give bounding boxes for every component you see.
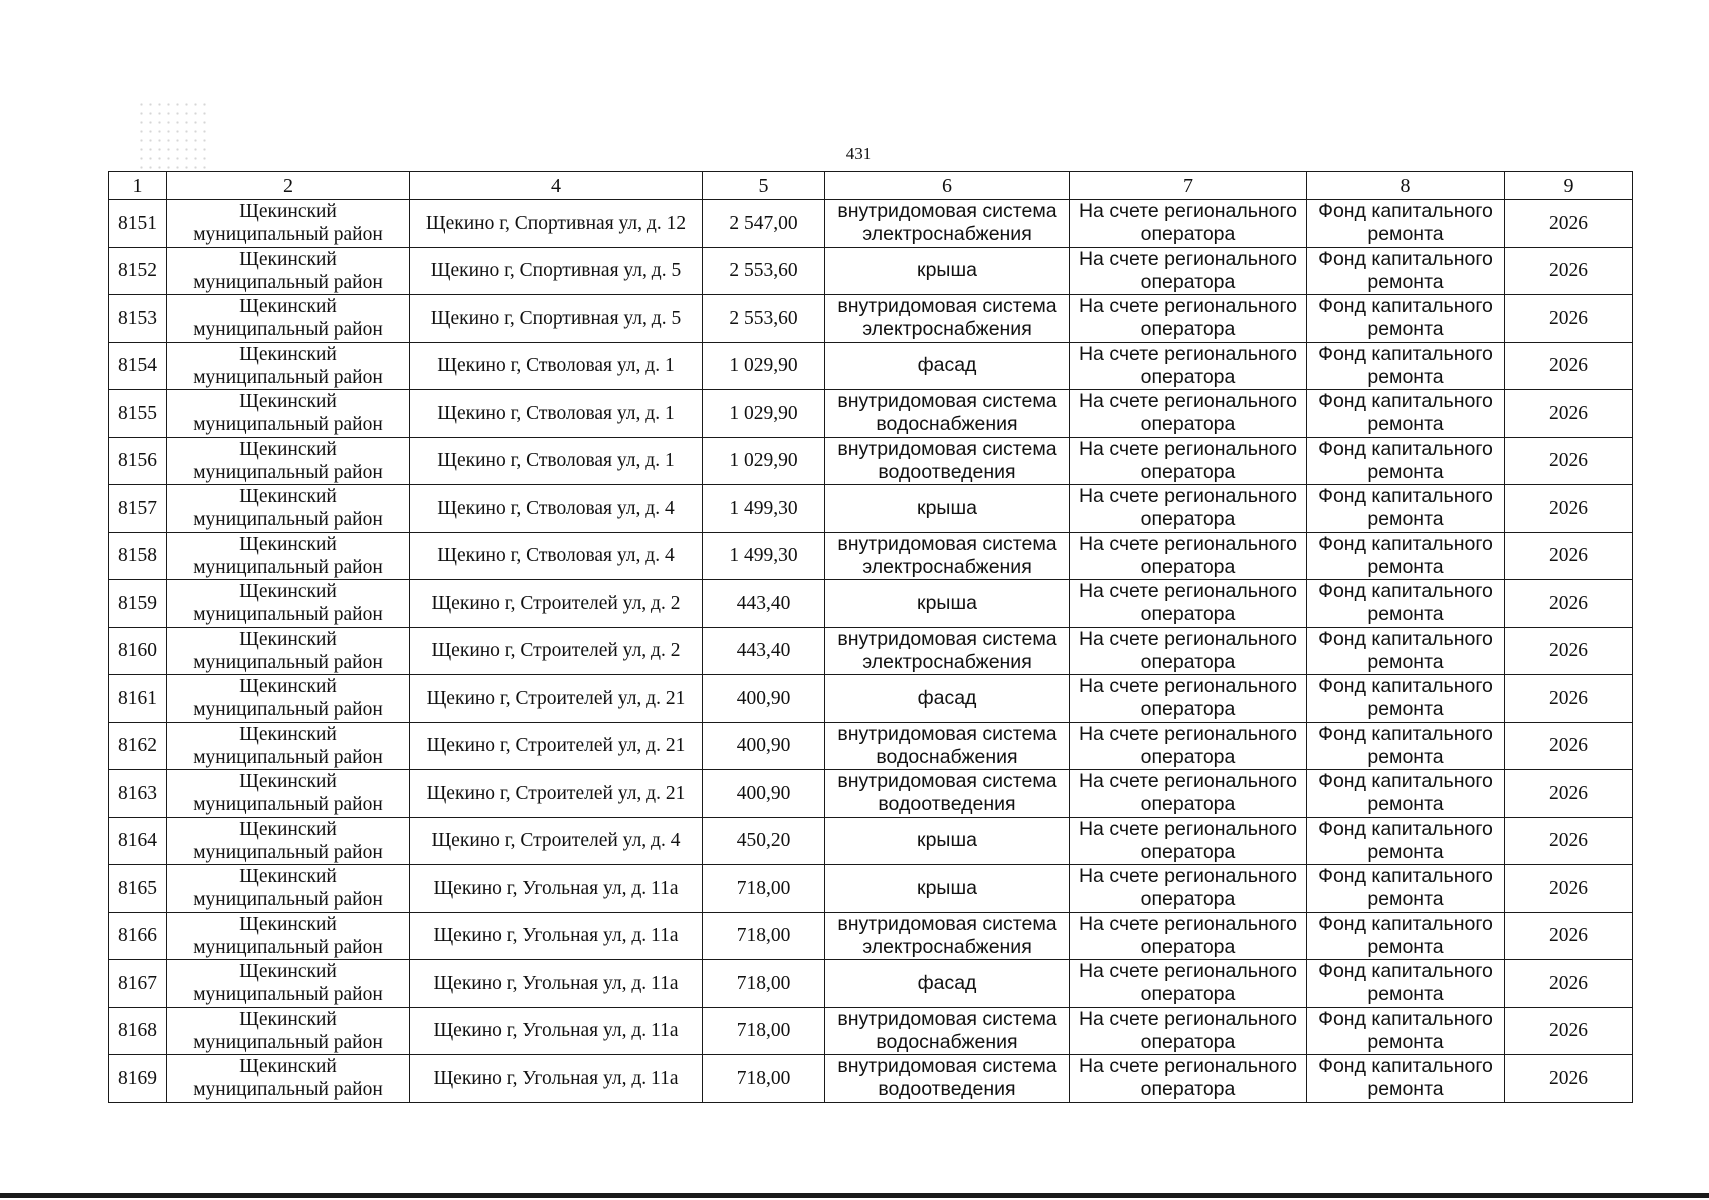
account-cell: На счете регионального оператора <box>1070 722 1307 770</box>
table-row <box>109 770 1633 818</box>
row-number: 8161 <box>109 675 167 723</box>
account-cell: На счете регионального оператора <box>1070 437 1307 485</box>
row-number: 8159 <box>109 580 167 628</box>
year-cell: 2026 <box>1505 1007 1633 1055</box>
work-type-cell: крыша <box>825 865 1070 913</box>
row-number: 8162 <box>109 722 167 770</box>
funding-source-cell: Фонд капитального ремонта <box>1307 1055 1505 1103</box>
bottom-rule <box>0 1193 1709 1198</box>
row-number: 8164 <box>109 817 167 865</box>
funding-source-cell: Фонд капитального ремонта <box>1307 580 1505 628</box>
work-type-cell: крыша <box>825 817 1070 865</box>
area-cell: 400,90 <box>703 722 825 770</box>
funding-source-cell: Фонд капитального ремонта <box>1307 437 1505 485</box>
row-number: 8152 <box>109 247 167 295</box>
address-cell: Щекино г, Угольная ул, д. 11а <box>410 1007 703 1055</box>
year-cell: 2026 <box>1505 912 1633 960</box>
column-header: 1 <box>109 172 167 200</box>
municipality-cell: Щекинский муниципальный район <box>167 960 410 1008</box>
municipality-cell: Щекинский муниципальный район <box>167 675 410 723</box>
address-cell: Щекино г, Строителей ул, д. 2 <box>410 627 703 675</box>
table-row <box>109 200 1633 248</box>
account-cell: На счете регионального оператора <box>1070 675 1307 723</box>
funding-source-cell: Фонд капитального ремонта <box>1307 627 1505 675</box>
municipality-cell: Щекинский муниципальный район <box>167 532 410 580</box>
work-type-cell: фасад <box>825 675 1070 723</box>
area-cell: 2 553,60 <box>703 247 825 295</box>
year-cell: 2026 <box>1505 390 1633 438</box>
row-number: 8168 <box>109 1007 167 1055</box>
table-header <box>109 172 1633 200</box>
work-type-cell: внутридомовая система водоснабжения <box>825 1007 1070 1055</box>
funding-source-cell: Фонд капитального ремонта <box>1307 342 1505 390</box>
funding-source-cell: Фонд капитального ремонта <box>1307 532 1505 580</box>
page-number: 431 <box>845 144 872 163</box>
table-row <box>109 342 1633 390</box>
column-header: 5 <box>703 172 825 200</box>
funding-source-cell: Фонд капитального ремонта <box>1307 960 1505 1008</box>
funding-source-cell: Фонд капитального ремонта <box>1307 675 1505 723</box>
table-row <box>109 960 1633 1008</box>
funding-source-cell: Фонд капитального ремонта <box>1307 912 1505 960</box>
area-cell: 718,00 <box>703 1007 825 1055</box>
account-cell: На счете регионального оператора <box>1070 532 1307 580</box>
row-number: 8160 <box>109 627 167 675</box>
account-cell: На счете регионального оператора <box>1070 912 1307 960</box>
funding-source-cell: Фонд капитального ремонта <box>1307 247 1505 295</box>
work-type-cell: внутридомовая система водоотведения <box>825 437 1070 485</box>
municipality-cell: Щекинский муниципальный район <box>167 437 410 485</box>
funding-source-cell: Фонд капитального ремонта <box>1307 817 1505 865</box>
account-cell: На счете регионального оператора <box>1070 247 1307 295</box>
municipality-cell: Щекинский муниципальный район <box>167 247 410 295</box>
table-row <box>109 865 1633 913</box>
table-row <box>109 1055 1633 1103</box>
account-cell: На счете регионального оператора <box>1070 580 1307 628</box>
year-cell: 2026 <box>1505 865 1633 913</box>
table-row <box>109 247 1633 295</box>
address-cell: Щекино г, Угольная ул, д. 11а <box>410 865 703 913</box>
funding-source-cell: Фонд капитального ремонта <box>1307 1007 1505 1055</box>
area-cell: 718,00 <box>703 865 825 913</box>
municipality-cell: Щекинский муниципальный район <box>167 295 410 343</box>
address-cell: Щекино г, Спортивная ул, д. 5 <box>410 247 703 295</box>
funding-source-cell: Фонд капитального ремонта <box>1307 485 1505 533</box>
account-cell: На счете регионального оператора <box>1070 342 1307 390</box>
work-type-cell: внутридомовая система электроснабжения <box>825 627 1070 675</box>
area-cell: 718,00 <box>703 1055 825 1103</box>
municipality-cell: Щекинский муниципальный район <box>167 722 410 770</box>
year-cell: 2026 <box>1505 200 1633 248</box>
year-cell: 2026 <box>1505 532 1633 580</box>
funding-source-cell: Фонд капитального ремонта <box>1307 295 1505 343</box>
account-cell: На счете регионального оператора <box>1070 627 1307 675</box>
row-number: 8154 <box>109 342 167 390</box>
work-type-cell: внутридомовая система водоснабжения <box>825 722 1070 770</box>
area-cell: 1 499,30 <box>703 532 825 580</box>
row-number: 8165 <box>109 865 167 913</box>
municipality-cell: Щекинский муниципальный район <box>167 1055 410 1103</box>
row-number: 8158 <box>109 532 167 580</box>
header-row <box>109 172 1633 200</box>
year-cell: 2026 <box>1505 960 1633 1008</box>
municipality-cell: Щекинский муниципальный район <box>167 485 410 533</box>
account-cell: На счете регионального оператора <box>1070 200 1307 248</box>
municipality-cell: Щекинский муниципальный район <box>167 390 410 438</box>
area-cell: 1 029,90 <box>703 437 825 485</box>
account-cell: На счете регионального оператора <box>1070 960 1307 1008</box>
area-cell: 2 547,00 <box>703 200 825 248</box>
work-type-cell: внутридомовая система электроснабжения <box>825 295 1070 343</box>
municipality-cell: Щекинский муниципальный район <box>167 580 410 628</box>
registry-table <box>108 171 1633 1103</box>
row-number: 8156 <box>109 437 167 485</box>
area-cell: 443,40 <box>703 580 825 628</box>
column-header: 2 <box>167 172 410 200</box>
address-cell: Щекино г, Угольная ул, д. 11а <box>410 912 703 960</box>
address-cell: Щекино г, Угольная ул, д. 11а <box>410 1055 703 1103</box>
funding-source-cell: Фонд капитального ремонта <box>1307 865 1505 913</box>
work-type-cell: внутридомовая система водоотведения <box>825 1055 1070 1103</box>
area-cell: 450,20 <box>703 817 825 865</box>
column-header: 8 <box>1307 172 1505 200</box>
area-cell: 443,40 <box>703 627 825 675</box>
year-cell: 2026 <box>1505 295 1633 343</box>
area-cell: 400,90 <box>703 770 825 818</box>
table-row <box>109 390 1633 438</box>
row-number: 8169 <box>109 1055 167 1103</box>
row-number: 8155 <box>109 390 167 438</box>
year-cell: 2026 <box>1505 247 1633 295</box>
address-cell: Щекино г, Стволовая ул, д. 1 <box>410 342 703 390</box>
work-type-cell: внутридомовая система электроснабжения <box>825 200 1070 248</box>
address-cell: Щекино г, Строителей ул, д. 2 <box>410 580 703 628</box>
year-cell: 2026 <box>1505 722 1633 770</box>
address-cell: Щекино г, Стволовая ул, д. 4 <box>410 485 703 533</box>
account-cell: На счете регионального оператора <box>1070 390 1307 438</box>
address-cell: Щекино г, Стволовая ул, д. 1 <box>410 390 703 438</box>
address-cell: Щекино г, Спортивная ул, д. 12 <box>410 200 703 248</box>
work-type-cell: внутридомовая система электроснабжения <box>825 532 1070 580</box>
municipality-cell: Щекинский муниципальный район <box>167 770 410 818</box>
table-body <box>109 200 1633 1103</box>
funding-source-cell: Фонд капитального ремонта <box>1307 722 1505 770</box>
funding-source-cell: Фонд капитального ремонта <box>1307 770 1505 818</box>
municipality-cell: Щекинский муниципальный район <box>167 817 410 865</box>
year-cell: 2026 <box>1505 675 1633 723</box>
year-cell: 2026 <box>1505 817 1633 865</box>
funding-source-cell: Фонд капитального ремонта <box>1307 390 1505 438</box>
work-type-cell: внутридомовая система водоснабжения <box>825 390 1070 438</box>
column-header: 7 <box>1070 172 1307 200</box>
year-cell: 2026 <box>1505 342 1633 390</box>
table-row <box>109 627 1633 675</box>
work-type-cell: крыша <box>825 485 1070 533</box>
table-row <box>109 675 1633 723</box>
municipality-cell: Щекинский муниципальный район <box>167 200 410 248</box>
work-type-cell: внутридомовая система электроснабжения <box>825 912 1070 960</box>
work-type-cell: внутридомовая система водоотведения <box>825 770 1070 818</box>
column-header: 4 <box>410 172 703 200</box>
address-cell: Щекино г, Строителей ул, д. 21 <box>410 675 703 723</box>
municipality-cell: Щекинский муниципальный район <box>167 865 410 913</box>
municipality-cell: Щекинский муниципальный район <box>167 342 410 390</box>
area-cell: 1 499,30 <box>703 485 825 533</box>
year-cell: 2026 <box>1505 580 1633 628</box>
area-cell: 2 553,60 <box>703 295 825 343</box>
address-cell: Щекино г, Стволовая ул, д. 1 <box>410 437 703 485</box>
address-cell: Щекино г, Спортивная ул, д. 5 <box>410 295 703 343</box>
address-cell: Щекино г, Строителей ул, д. 4 <box>410 817 703 865</box>
table-row <box>109 437 1633 485</box>
row-number: 8166 <box>109 912 167 960</box>
table-row <box>109 532 1633 580</box>
table-row <box>109 295 1633 343</box>
funding-source-cell: Фонд капитального ремонта <box>1307 200 1505 248</box>
year-cell: 2026 <box>1505 770 1633 818</box>
work-type-cell: крыша <box>825 580 1070 628</box>
table-row <box>109 580 1633 628</box>
year-cell: 2026 <box>1505 627 1633 675</box>
area-cell: 718,00 <box>703 912 825 960</box>
address-cell: Щекино г, Стволовая ул, д. 4 <box>410 532 703 580</box>
table-row <box>109 485 1633 533</box>
column-header: 9 <box>1505 172 1633 200</box>
municipality-cell: Щекинский муниципальный район <box>167 912 410 960</box>
area-cell: 718,00 <box>703 960 825 1008</box>
account-cell: На счете регионального оператора <box>1070 485 1307 533</box>
row-number: 8151 <box>109 200 167 248</box>
area-cell: 1 029,90 <box>703 390 825 438</box>
municipality-cell: Щекинский муниципальный район <box>167 1007 410 1055</box>
work-type-cell: фасад <box>825 342 1070 390</box>
account-cell: На счете регионального оператора <box>1070 865 1307 913</box>
account-cell: На счете регионального оператора <box>1070 1055 1307 1103</box>
table-row <box>109 817 1633 865</box>
year-cell: 2026 <box>1505 437 1633 485</box>
work-type-cell: фасад <box>825 960 1070 1008</box>
work-type-cell: крыша <box>825 247 1070 295</box>
municipality-cell: Щекинский муниципальный район <box>167 627 410 675</box>
account-cell: На счете регионального оператора <box>1070 770 1307 818</box>
account-cell: На счете регионального оператора <box>1070 817 1307 865</box>
table-row <box>109 722 1633 770</box>
account-cell: На счете регионального оператора <box>1070 295 1307 343</box>
table-row <box>109 912 1633 960</box>
column-header: 6 <box>825 172 1070 200</box>
row-number: 8157 <box>109 485 167 533</box>
address-cell: Щекино г, Строителей ул, д. 21 <box>410 770 703 818</box>
table-row <box>109 1007 1633 1055</box>
year-cell: 2026 <box>1505 1055 1633 1103</box>
year-cell: 2026 <box>1505 485 1633 533</box>
row-number: 8167 <box>109 960 167 1008</box>
address-cell: Щекино г, Строителей ул, д. 21 <box>410 722 703 770</box>
address-cell: Щекино г, Угольная ул, д. 11а <box>410 960 703 1008</box>
area-cell: 1 029,90 <box>703 342 825 390</box>
account-cell: На счете регионального оператора <box>1070 1007 1307 1055</box>
row-number: 8163 <box>109 770 167 818</box>
row-number: 8153 <box>109 295 167 343</box>
area-cell: 400,90 <box>703 675 825 723</box>
